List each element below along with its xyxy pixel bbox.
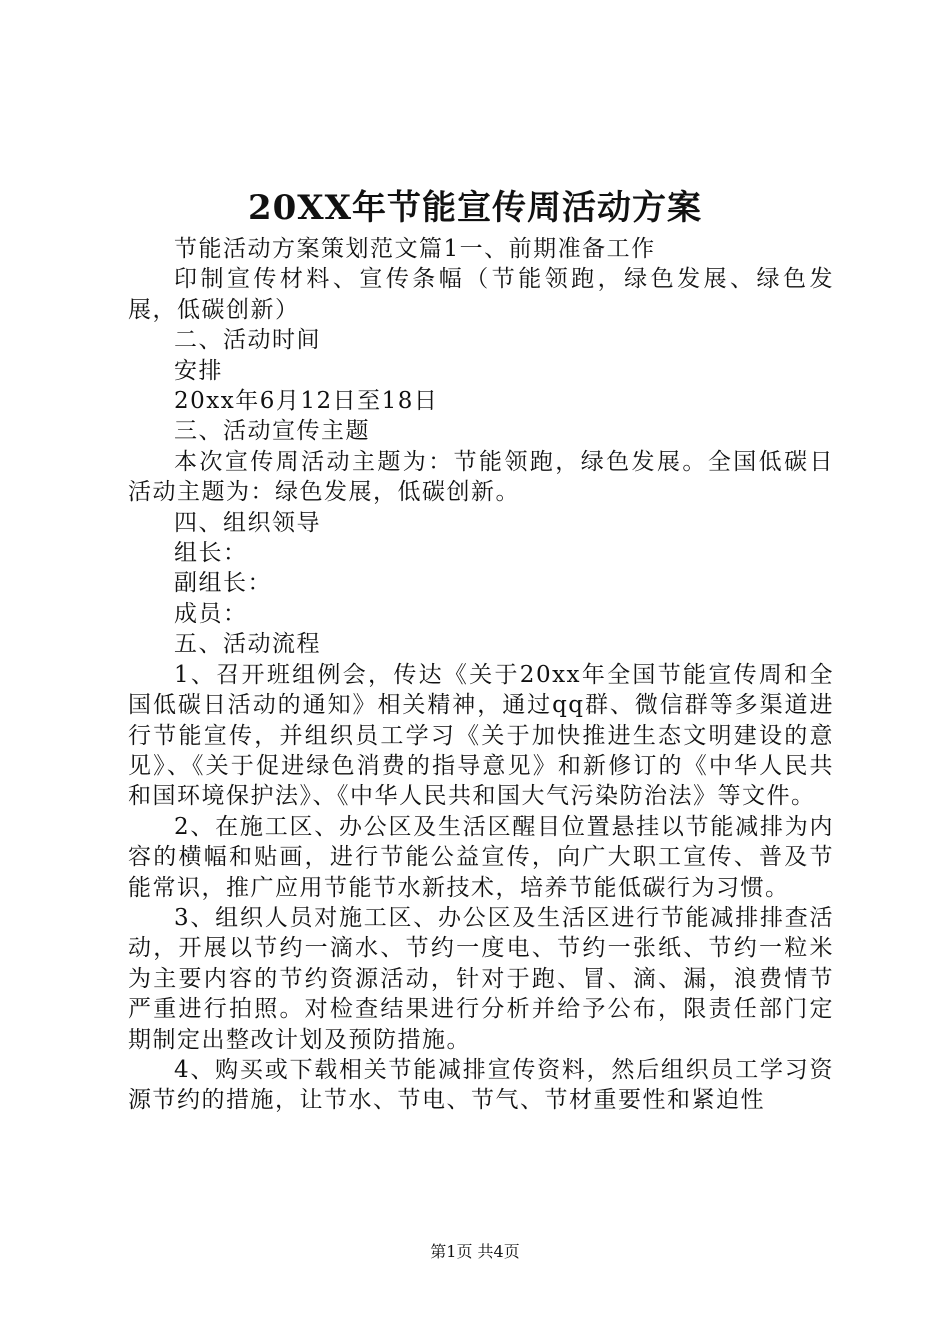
paragraph: 2、在施工区、办公区及生活区醒目位置悬挂以节能减排为内容的横幅和贴画，进行节能公益宣传，向广大职工宣传、普及节能常识，推广应用节能节水新技术，培养节能低碳行为习惯。 xyxy=(128,813,834,901)
paragraph: 4、购买或下载相关节能减排宣传资料，然后组织员工学习资源节约的措施，让节水、节电、节气、节材重要性和紧迫性 xyxy=(128,1056,834,1114)
paragraph: 安排 xyxy=(174,357,223,384)
paragraph: 二、活动时间 xyxy=(174,327,321,354)
document-title: 20XX年节能宣传周活动方案 xyxy=(247,188,703,228)
paragraph: 组长： xyxy=(174,540,248,567)
paragraph: 20xx年6月12日至18日 xyxy=(174,388,439,415)
paragraph: 3、组织人员对施工区、办公区及生活区进行节能减排排查活动，开展以节约一滴水、节约一度电、节约一张纸、节约一粒米为主要内容的节约资源活动，针对于跑、冒、滴、漏，浪费情节严重进行拍照。对检查结果进行分析并给予公布，限责任部门定期制定出整改计划及预防措施。 xyxy=(128,904,834,1053)
paragraph: 1、召开班组例会，传达《关于20xx年全国节能宣传周和全国低碳日活动的通知》相关精神，通过qq群、微信群等多渠道进行节能宣传，并组织员工学习《关于加快推进生态文明建设的意见》、《关于促进绿色消费的指导意见》和新修订的《中华人民共和国环境保护法》、《中华人民共和国大气污染防治法》等文件。 xyxy=(128,661,834,810)
paragraph: 本次宣传周活动主题为：节能领跑，绿色发展。全国低碳日活动主题为：绿色发展，低碳创新。 xyxy=(128,448,834,506)
paragraph: 节能活动方案策划范文篇1一、前期准备工作 xyxy=(174,236,656,262)
paragraph: 副组长： xyxy=(174,570,272,597)
document-body xyxy=(128,234,834,1116)
paragraph: 成员： xyxy=(174,600,248,627)
paragraph: 三、活动宣传主题 xyxy=(174,418,370,445)
page-footer: 第1页 共4页 xyxy=(430,1242,520,1261)
paragraph: 印制宣传材料、宣传条幅（节能领跑，绿色发展、绿色发展，低碳创新） xyxy=(128,266,834,323)
paragraph: 五、活动流程 xyxy=(174,631,321,658)
paragraph: 四、组织领导 xyxy=(174,509,321,536)
